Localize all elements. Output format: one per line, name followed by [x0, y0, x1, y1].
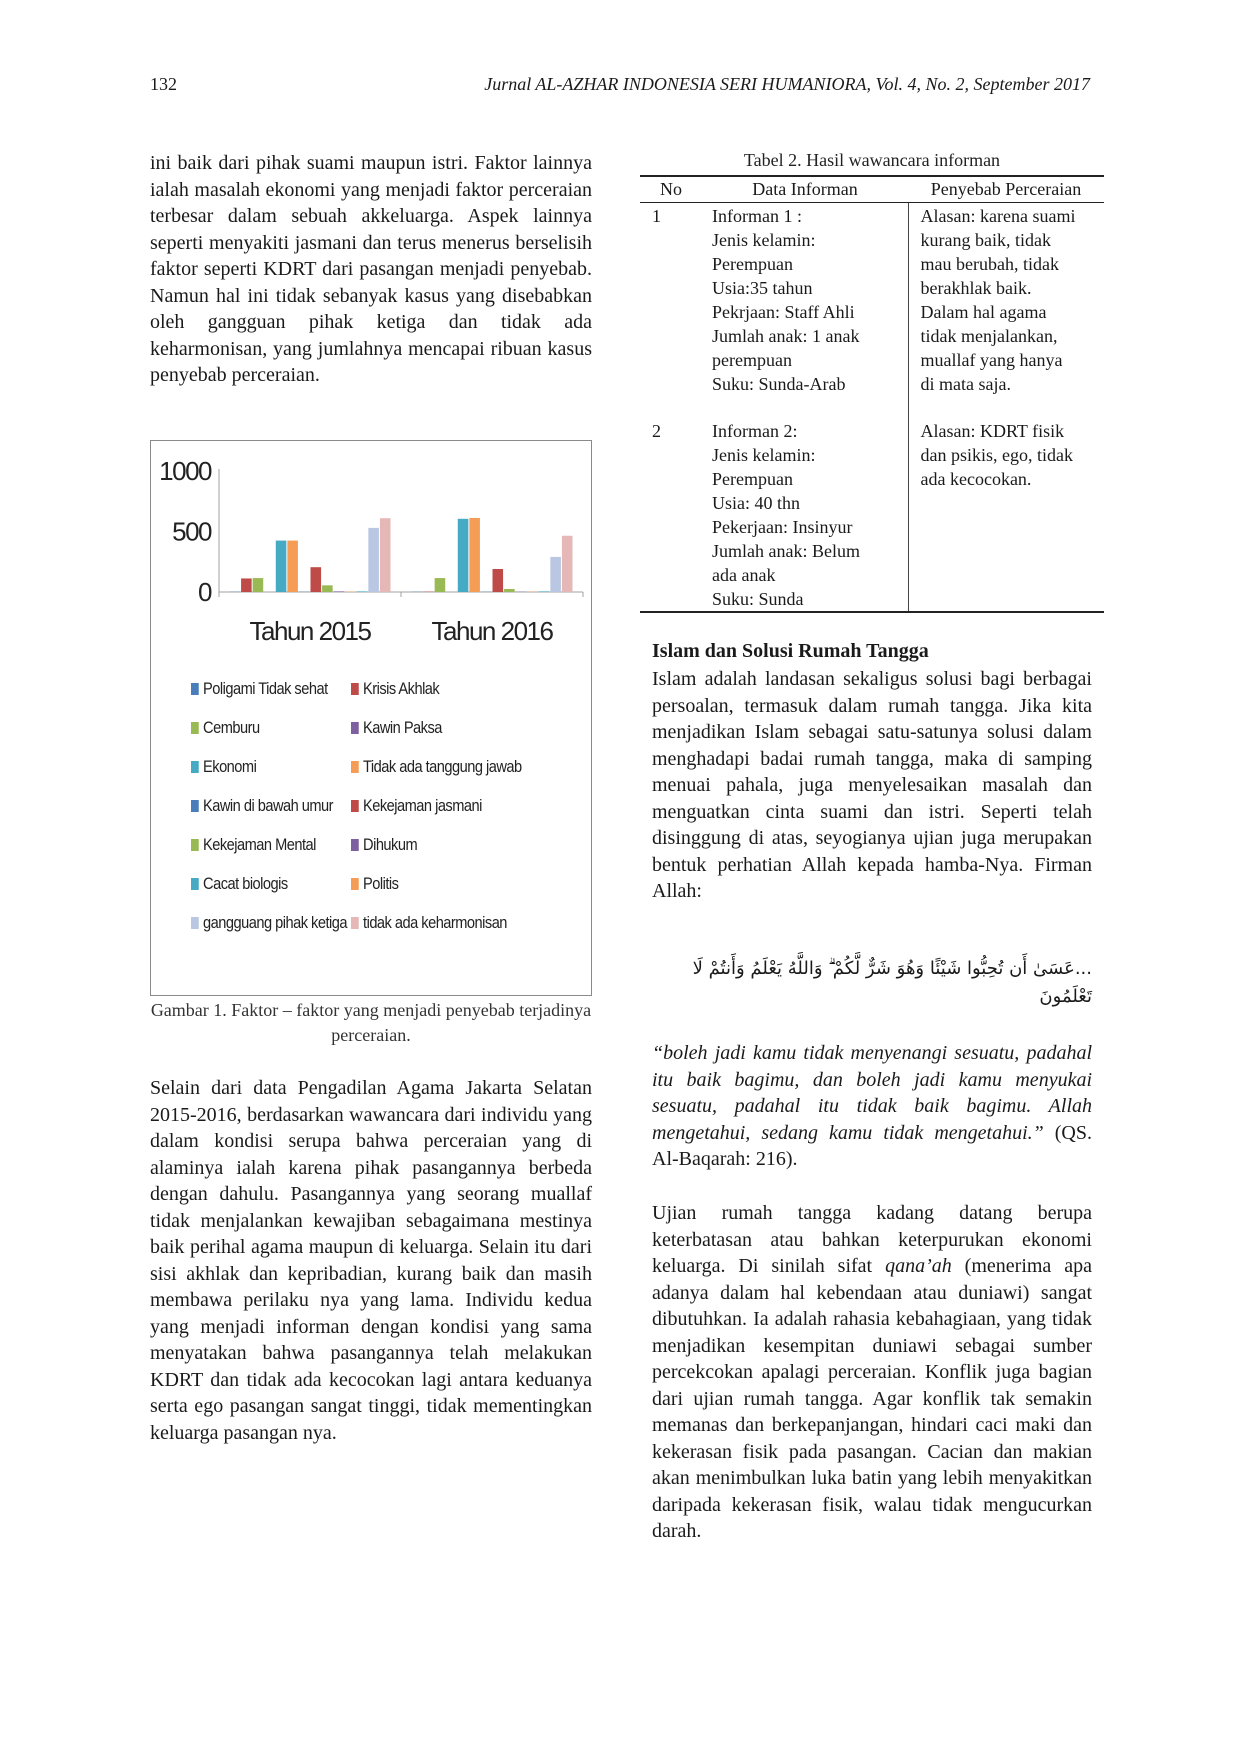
table-row: [640, 202, 1104, 418]
informan-detail-line: Suku: Sunda-Arab: [712, 373, 846, 394]
legend-swatch: [351, 800, 359, 812]
table-caption: Tabel 2. Hasil wawancara informan: [743, 150, 1001, 170]
bar: [504, 589, 515, 592]
cell-data-informan: [702, 418, 908, 612]
legend-swatch: [191, 761, 199, 773]
bar: [380, 518, 391, 592]
legend-label: gangguang pihak ketiga: [203, 913, 347, 932]
x-category-label: Tahun 2015: [249, 616, 371, 646]
legend-swatch: [191, 917, 199, 929]
legend-label: Cacat biologis: [203, 874, 288, 893]
cell-data-informan: [702, 202, 908, 418]
bar: [550, 557, 561, 592]
verse-reference: (QS. Al-Baqarah: 216).: [652, 1121, 1093, 1170]
informan-detail-line: Jumlah anak: 1 anak: [712, 325, 860, 346]
translation-text: “boleh jadi kamu tidak menyenangi sesuatu, padahal itu baik bagimu, dan boleh jadi kamu menyukai sesuatu, padahal itu tidak baik bagimu. Allah mengetahui, sedang kamu tidak mengetahui.”: [652, 1042, 1092, 1144]
penyebab-line: dan psikis, ego, tidak: [920, 444, 1073, 465]
legend-swatch: [191, 800, 199, 812]
legend-item: [351, 679, 439, 699]
body-paragraph-4: [652, 1200, 1092, 1545]
legend-label: tidak ada keharmonisan: [363, 913, 507, 932]
legend-label: Poligami Tidak sehat: [203, 679, 328, 698]
legend-item: [191, 796, 333, 816]
bar-chart: [150, 440, 592, 996]
journal-header: Jurnal AL-AZHAR INDONESIA SERI HUMANIORA, Vol. 4, No. 2, September 2017: [484, 74, 1090, 94]
bar: [368, 528, 379, 592]
penyebab-line: tidak menjalankan,: [920, 325, 1058, 346]
bar: [458, 519, 469, 592]
header-penyebab: Penyebab Perceraian: [908, 176, 1104, 202]
legend-swatch: [191, 839, 199, 851]
verse-translation: [652, 1040, 1092, 1173]
x-category-label: Tahun 2016: [431, 616, 553, 646]
bar: [493, 569, 504, 592]
informan-detail-line: Jenis kelamin:: [712, 229, 816, 250]
legend-label: Kekejaman Mental: [203, 835, 316, 854]
legend-label: Kawin Paksa: [363, 718, 442, 737]
legend-swatch: [351, 683, 359, 695]
para4-part-b: (menerima apa adanya dalam hal kebendaan atau duniawi) sangat dibutuhkan. Ia adalah rahasia kebahagiaan, yang tidak menjadikan kesempitan duniawi sebagai sumber percekcokan apalagi perceraian. Konflik juga bagian dari ujian rumah tangga. Agar konflik tak semakin memanas dan berkepanjangan, hindari caci maki dan kekerasan fisik pada pasangan. Cacian dan makian akan menimbulkan luka batin yang lebih menyakitkan daripada kekerasan fisik, walau tidak mengucurkan darah.: [652, 1255, 1093, 1542]
bar: [562, 536, 573, 592]
penyebab-line: Alasan: karena suami: [920, 205, 1076, 226]
bar: [311, 567, 322, 592]
legend-label: Krisis Akhlak: [363, 679, 440, 698]
para4-part-a: Ujian rumah tangga kadang datang berupa keterbatasan atau bahkan keterpurukan ekonomi keluarga. Di sinilah sifat: [652, 1202, 1092, 1277]
interview-table: [640, 175, 1104, 613]
bar: [322, 585, 333, 592]
bar: [253, 578, 264, 592]
penyebab-line: muallaf yang hanya: [920, 349, 1063, 370]
legend-item: [191, 679, 328, 699]
informan-detail-line: Pekerjaan: Insinyur: [712, 516, 853, 537]
bar: [469, 518, 480, 592]
informan-detail-line: Pekrjaan: Staff Ahli: [712, 301, 855, 322]
bar: [276, 541, 287, 592]
informan-detail-line: Jenis kelamin:: [712, 444, 816, 465]
bar: [357, 591, 368, 592]
legend-swatch: [351, 839, 359, 851]
legend-label: Kawin di bawah umur: [203, 796, 334, 815]
table-row: [640, 418, 1104, 612]
legend-item: [191, 874, 288, 894]
legend-item: [351, 757, 522, 777]
informan-detail-line: Informan 2:: [712, 420, 798, 441]
cell-no: 1: [652, 205, 661, 226]
cell-no: 2: [640, 418, 702, 612]
bar: [539, 591, 550, 592]
informan-detail-line: ada anak: [712, 564, 776, 585]
legend-label: Kekejaman jasmani: [363, 796, 482, 815]
arabic-verse: ...عَسَىٰ أَن تُحِبُّوا شَيْئًا وَهُوَ شَرٌّ لَّكُمْ ۗ وَاللَّهُ يَعْلَمُ وَأَنتُمْ لَا تَعْلَمُونَ: [692, 958, 1092, 1007]
page-number: 132: [150, 74, 177, 94]
header-data-informan: Data Informan: [702, 176, 908, 202]
legend-item: [191, 718, 260, 738]
qanaah-term: qana’ah: [885, 1255, 952, 1277]
penyebab-line: berakhlak baik.: [920, 277, 1032, 298]
legend-item: [351, 796, 482, 816]
bar: [241, 578, 252, 592]
informan-detail-line: Suku: Sunda: [712, 588, 804, 609]
legend-label: Tidak ada tanggung jawab: [363, 757, 522, 776]
legend-swatch: [191, 722, 199, 734]
bar: [435, 578, 446, 592]
section-title: Islam dan Solusi Rumah Tangga: [652, 640, 929, 662]
cell-penyebab: [908, 202, 1104, 418]
body-paragraph-1: ini baik dari pihak suami maupun istri. Faktor lainnya ialah masalah ekonomi yang menjadi faktor perceraian terbesar dalam sebuah akkeluarga. Aspek lainnya seperti menyakiti jasmani dan terus menerus berselisih faktor seperti KDRT dari pasangan menjadi penyebab. Namun hal ini tidak sebanyak kasus yang disebabkan oleh gangguan pihak ketiga dan tidak ada keharmonisan, yang jumlahnya mencapai ribuan kasus penyebab perceraian.: [150, 152, 592, 386]
penyebab-line: kurang baik, tidak: [920, 229, 1051, 250]
penyebab-line: mau berubah, tidak: [920, 253, 1059, 274]
legend-swatch: [351, 761, 359, 773]
legend-label: Cemburu: [203, 718, 260, 737]
informan-detail-line: Usia: 40 thn: [712, 492, 800, 513]
legend-item: [351, 913, 507, 933]
penyebab-line: Dalam hal agama: [920, 301, 1047, 322]
penyebab-line: ada kecocokan.: [920, 468, 1032, 489]
legend-swatch: [191, 878, 199, 890]
cell-penyebab: [908, 418, 1104, 612]
informan-detail-line: Usia:35 tahun: [712, 277, 813, 298]
legend-item: [351, 835, 417, 855]
legend-item: [191, 913, 347, 933]
y-tick-label: 500: [172, 516, 211, 547]
legend-label: Dihukum: [363, 835, 418, 854]
header-no: No: [640, 176, 702, 202]
informan-detail-line: Perempuan: [712, 253, 793, 274]
legend-label: Ekonomi: [203, 757, 257, 776]
legend-item: [191, 757, 256, 777]
y-tick-label: 1000: [159, 456, 211, 486]
legend-swatch: [351, 878, 359, 890]
informan-detail-line: perempuan: [712, 349, 792, 370]
legend-item: [351, 718, 442, 738]
legend-label: Politis: [363, 874, 399, 893]
figure-caption: Gambar 1. Faktor – faktor yang menjadi penyebab terjadinya perceraian.: [150, 1000, 592, 1045]
informan-detail-line: Perempuan: [712, 468, 793, 489]
legend-swatch: [191, 683, 199, 695]
table-header-row: [640, 176, 1104, 202]
penyebab-line: di mata saja.: [920, 373, 1011, 394]
legend-swatch: [351, 917, 359, 929]
y-tick-label: 0: [198, 577, 211, 607]
legend-swatch: [351, 722, 359, 734]
legend-item: [351, 874, 398, 894]
penyebab-line: Alasan: KDRT fisik: [920, 420, 1065, 441]
informan-detail-line: Informan 1 :: [712, 205, 802, 226]
body-paragraph-2: Selain dari data Pengadilan Agama Jakarta Selatan 2015-2016, berdasarkan wawancara dari individu yang dalam kondisi serupa bahwa perceraian yang di alaminya ialah karena pihak pasangannya berbeda dengan dahulu. Pasangannya yang seorang muallaf tidak menjalankan kewajiban sebagaimana mestinya baik perihal agama maupun di keluarga. Selain itu dari sisi akhlak dan kepribadian, kurang baik dan masih membawa perilaku nya yang lama. Individu kedua yang menjadi informan dengan kondisi yang sama menyatakan bahwa pasangannya telah melakukan KDRT dan tidak ada kecocokan lagi antara keduanya serta ego pasangan sangat tinggi, tidak mementingkan keluarga pasangan nya.: [150, 1077, 592, 1444]
bar: [334, 591, 345, 592]
bar: [287, 541, 298, 592]
legend-item: [191, 835, 316, 855]
informan-detail-line: Jumlah anak: Belum: [712, 540, 860, 561]
body-paragraph-3: Islam adalah landasan sekaligus solusi bagi berbagai persoalan, termasuk dalam rumah tangga. Jika kita menjadikan Islam sebagai satu-satunya solusi dalam menghadapi badai rumah tangga, maka di samping menuai pahala, juga menyelesaikan masalah dan menguatkan cinta suami dan istri. Seperti telah disinggung di atas, seyogianya ujian juga merupakan bentuk perhatian Allah kepada hamba-Nya. Firman Allah:: [652, 668, 1092, 902]
